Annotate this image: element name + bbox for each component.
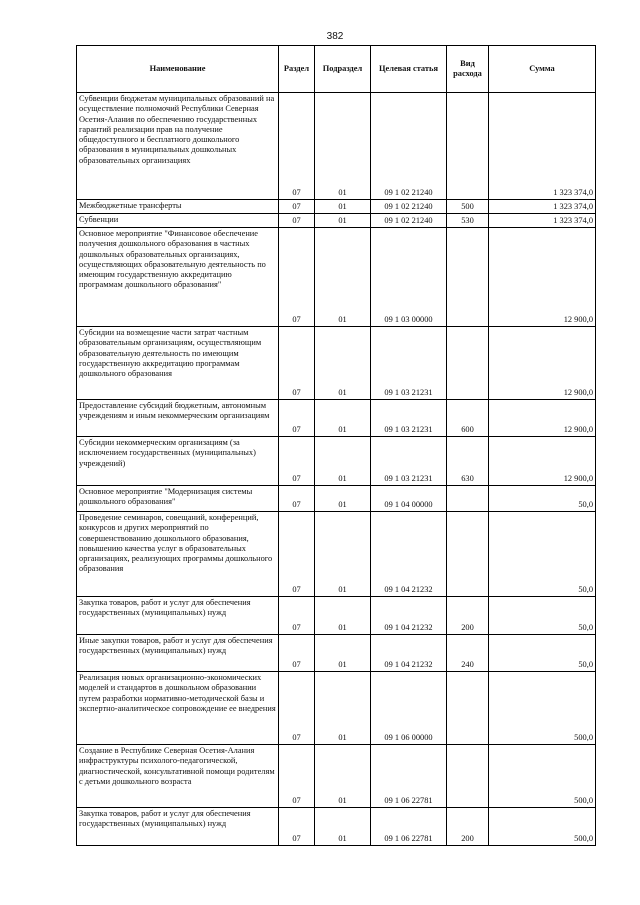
row-subsection: 01 xyxy=(315,745,371,808)
row-section: 07 xyxy=(279,228,315,327)
row-subsection: 01 xyxy=(315,808,371,846)
table-row xyxy=(77,745,596,808)
row-sum: 1 323 374,0 xyxy=(489,214,596,228)
row-sum: 50,0 xyxy=(489,486,596,512)
row-section: 07 xyxy=(279,200,315,214)
table-row xyxy=(77,327,596,400)
row-expense-type: 240 xyxy=(447,635,489,672)
row-section: 07 xyxy=(279,486,315,512)
row-target-article: 09 1 03 21231 xyxy=(371,400,447,437)
row-subsection: 01 xyxy=(315,672,371,745)
row-subsection: 01 xyxy=(315,214,371,228)
row-section: 07 xyxy=(279,635,315,672)
row-target-article: 09 1 02 21240 xyxy=(371,93,447,200)
header-subsection: Подраздел xyxy=(315,46,371,93)
row-name: Проведение семинаров, совещаний, конференций, конкурсов и других мероприятий по совершенствованию дошкольного образования, повышению качества услуг в образовательных организациях, реализующих программы дошкольного образования xyxy=(77,512,279,597)
row-target-article: 09 1 03 21231 xyxy=(371,437,447,486)
row-subsection: 01 xyxy=(315,437,371,486)
row-expense-type xyxy=(447,745,489,808)
table-row xyxy=(77,597,596,635)
row-target-article: 09 1 06 22781 xyxy=(371,745,447,808)
row-sum: 1 323 374,0 xyxy=(489,200,596,214)
header-row xyxy=(77,46,596,93)
table-row xyxy=(77,512,596,597)
row-subsection: 01 xyxy=(315,200,371,214)
table-row xyxy=(77,672,596,745)
row-section: 07 xyxy=(279,512,315,597)
row-section: 07 xyxy=(279,327,315,400)
header-section: Раздел xyxy=(279,46,315,93)
row-sum: 12 900,0 xyxy=(489,400,596,437)
table-row xyxy=(77,214,596,228)
row-expense-type xyxy=(447,327,489,400)
row-target-article: 09 1 04 21232 xyxy=(371,635,447,672)
row-subsection: 01 xyxy=(315,400,371,437)
row-subsection: 01 xyxy=(315,486,371,512)
row-name: Реализация новых организационно-экономических моделей и стандартов в дошкольном образовании путем разработки нормативно-методической базы и экспертно-аналитическое сопровождение ее внедрения xyxy=(77,672,279,745)
row-subsection: 01 xyxy=(315,327,371,400)
page-number: 382 xyxy=(326,31,344,42)
row-subsection: 01 xyxy=(315,93,371,200)
row-subsection: 01 xyxy=(315,597,371,635)
row-expense-type: 200 xyxy=(447,808,489,846)
row-name: Создание в Республике Северная Осетия-Алания инфраструктуры психолого-педагогической, диагностической, консультативной помощи родителям с детьми дошкольного возраста xyxy=(77,745,279,808)
header-target-article: Целевая статья xyxy=(371,46,447,93)
row-name: Предоставление субсидий бюджетным, автономным учреждениям и иным некоммерческим организациям xyxy=(77,400,279,437)
row-target-article: 09 1 03 00000 xyxy=(371,228,447,327)
row-section: 07 xyxy=(279,437,315,486)
row-expense-type xyxy=(447,512,489,597)
table-body xyxy=(77,93,596,846)
header-sum: Сумма xyxy=(489,46,596,93)
row-name: Субсидии некоммерческим организациям (за исключением государственных (муниципальных) учреждений) xyxy=(77,437,279,486)
row-expense-type xyxy=(447,486,489,512)
row-expense-type: 530 xyxy=(447,214,489,228)
row-sum: 50,0 xyxy=(489,635,596,672)
table-header xyxy=(77,46,596,93)
header-name: Наименование xyxy=(77,46,279,93)
row-subsection: 01 xyxy=(315,635,371,672)
row-name: Субсидии на возмещение части затрат частным образовательным организациям, осуществляющим образовательную деятельность по имеющим государственную аккредитацию программам дошкольного образования xyxy=(77,327,279,400)
row-sum: 500,0 xyxy=(489,745,596,808)
table-row xyxy=(77,437,596,486)
row-sum: 1 323 374,0 xyxy=(489,93,596,200)
row-expense-type: 600 xyxy=(447,400,489,437)
row-name: Закупка товаров, работ и услуг для обеспечения государственных (муниципальных) нужд xyxy=(77,808,279,846)
row-section: 07 xyxy=(279,672,315,745)
table-row xyxy=(77,808,596,846)
table-row xyxy=(77,93,596,200)
row-expense-type xyxy=(447,228,489,327)
row-name: Межбюджетные трансферты xyxy=(77,200,279,214)
row-expense-type xyxy=(447,93,489,200)
row-expense-type: 500 xyxy=(447,200,489,214)
row-section: 07 xyxy=(279,93,315,200)
table-row xyxy=(77,635,596,672)
table-row xyxy=(77,486,596,512)
row-target-article: 09 1 04 21232 xyxy=(371,512,447,597)
row-sum: 500,0 xyxy=(489,808,596,846)
row-target-article: 09 1 02 21240 xyxy=(371,214,447,228)
row-sum: 500,0 xyxy=(489,672,596,745)
row-target-article: 09 1 04 00000 xyxy=(371,486,447,512)
row-sum: 50,0 xyxy=(489,597,596,635)
header-expense-type: Вид расхода xyxy=(447,46,489,93)
row-expense-type: 200 xyxy=(447,597,489,635)
row-section: 07 xyxy=(279,597,315,635)
row-name: Субвенции бюджетам муниципальных образований на осуществление полномочий Республики Северная Осетия-Алания по обеспечению государственных гарантий реализации прав на получение общедоступного и бесплатного дошкольного образования в муниципальных дошкольных образовательных организациях xyxy=(77,93,279,200)
budget-table xyxy=(76,45,596,846)
row-name: Закупка товаров, работ и услуг для обеспечения государственных (муниципальных) нужд xyxy=(77,597,279,635)
row-subsection: 01 xyxy=(315,228,371,327)
row-target-article: 09 1 04 21232 xyxy=(371,597,447,635)
row-name: Субвенции xyxy=(77,214,279,228)
row-sum: 12 900,0 xyxy=(489,327,596,400)
table-row xyxy=(77,228,596,327)
row-section: 07 xyxy=(279,745,315,808)
row-target-article: 09 1 06 22781 xyxy=(371,808,447,846)
row-subsection: 01 xyxy=(315,512,371,597)
row-name: Основное мероприятие "Финансовое обеспечение получения дошкольного образования в частных дошкольных образовательных организациях, осуществляющих образовательную деятельность по имеющим государственную аккредитацию программам дошкольного образования" xyxy=(77,228,279,327)
row-sum: 12 900,0 xyxy=(489,437,596,486)
row-sum: 12 900,0 xyxy=(489,228,596,327)
table-row xyxy=(77,400,596,437)
row-name: Иные закупки товаров, работ и услуг для обеспечения государственных (муниципальных) нужд xyxy=(77,635,279,672)
row-section: 07 xyxy=(279,808,315,846)
row-target-article: 09 1 03 21231 xyxy=(371,327,447,400)
row-section: 07 xyxy=(279,400,315,437)
row-target-article: 09 1 02 21240 xyxy=(371,200,447,214)
row-expense-type xyxy=(447,672,489,745)
row-expense-type: 630 xyxy=(447,437,489,486)
row-section: 07 xyxy=(279,214,315,228)
row-target-article: 09 1 06 00000 xyxy=(371,672,447,745)
table-row xyxy=(77,200,596,214)
row-name: Основное мероприятие "Модернизация системы дошкольного образования" xyxy=(77,486,279,512)
row-sum: 50,0 xyxy=(489,512,596,597)
